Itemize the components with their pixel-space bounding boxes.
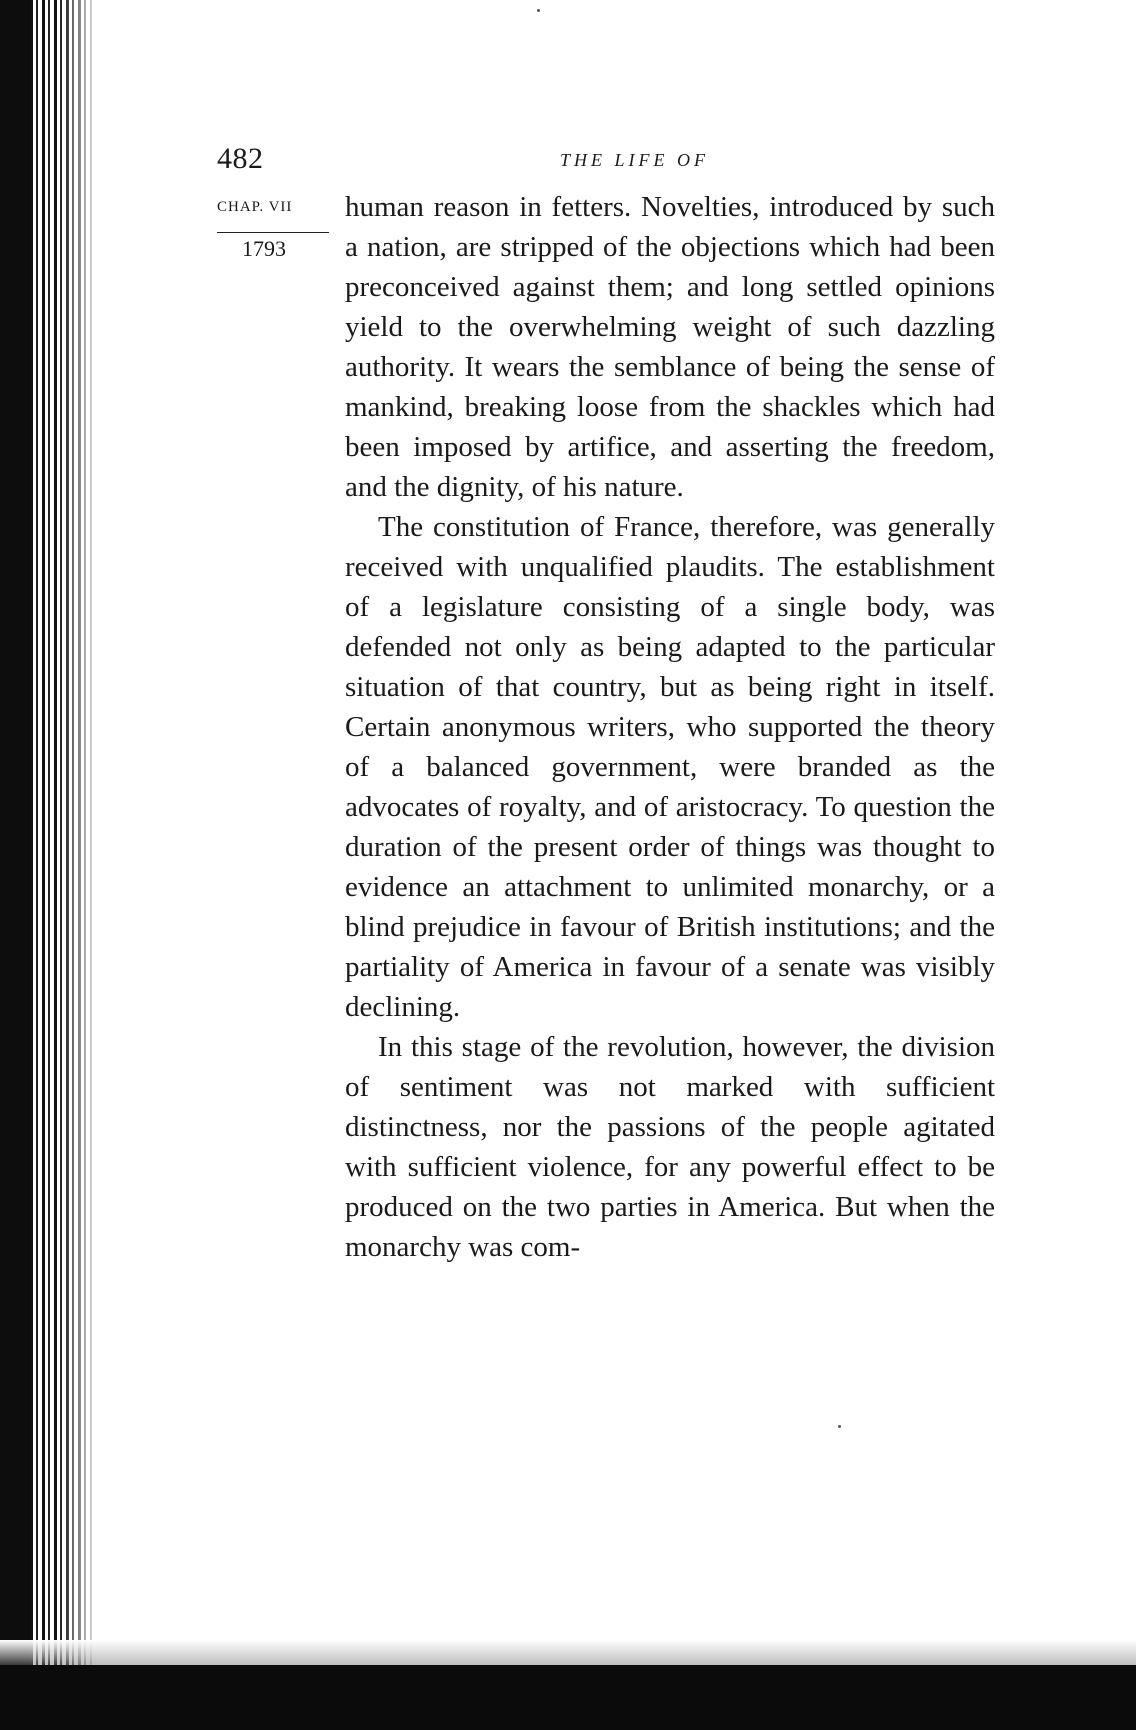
margin-year-note: 1793 bbox=[242, 236, 286, 261]
scan-speck bbox=[537, 9, 540, 12]
binding-edge bbox=[0, 0, 30, 1730]
margin-chapter-note: CHAP. VII bbox=[217, 199, 293, 215]
body-text bbox=[345, 187, 995, 1267]
paragraph-1: human reason in fetters. Novelties, introduced by such a nation, are stripped of the objections which had been preconceived against them; and long settled opinions yield to the overwhelming weight of such dazzling authority. It wears the semblance of being the sense of mankind, breaking loose from the shackles which had been imposed by artifice, and asserting the freedom, and the dignity, of his nature. bbox=[345, 191, 995, 503]
scan-speck bbox=[838, 1425, 841, 1428]
running-head: THE LIFE OF bbox=[560, 150, 709, 170]
paragraph-3: In this stage of the revolution, however, the division of sentiment was not marked with sufficient distinctness, nor the passions of the people agitated with sufficient violence, for any powerful effect to be produced on the two parties in America. But when the monarchy was com- bbox=[345, 1031, 995, 1263]
page-number: 482 bbox=[217, 142, 264, 175]
margin-rule bbox=[217, 232, 329, 233]
paragraph-2: The constitution of France, therefore, was generally received with unqualified plaudits. The establishment of a legislature consisting of a single body, was defended not only as being adapted to the particular situation of that country, but as being right in itself. Certain anonymous writers, who supported the theory of a balanced government, were branded as the advocates of royalty, and of aristocracy. To question the duration of the present order of things was thought to evidence an attachment to unlimited monarchy, or a blind prejudice in favour of British institutions; and the partiality of America in favour of a senate was visibly declining. bbox=[345, 511, 995, 1023]
bottom-edge bbox=[0, 1665, 1136, 1730]
gutter-shadow bbox=[60, 0, 100, 1730]
